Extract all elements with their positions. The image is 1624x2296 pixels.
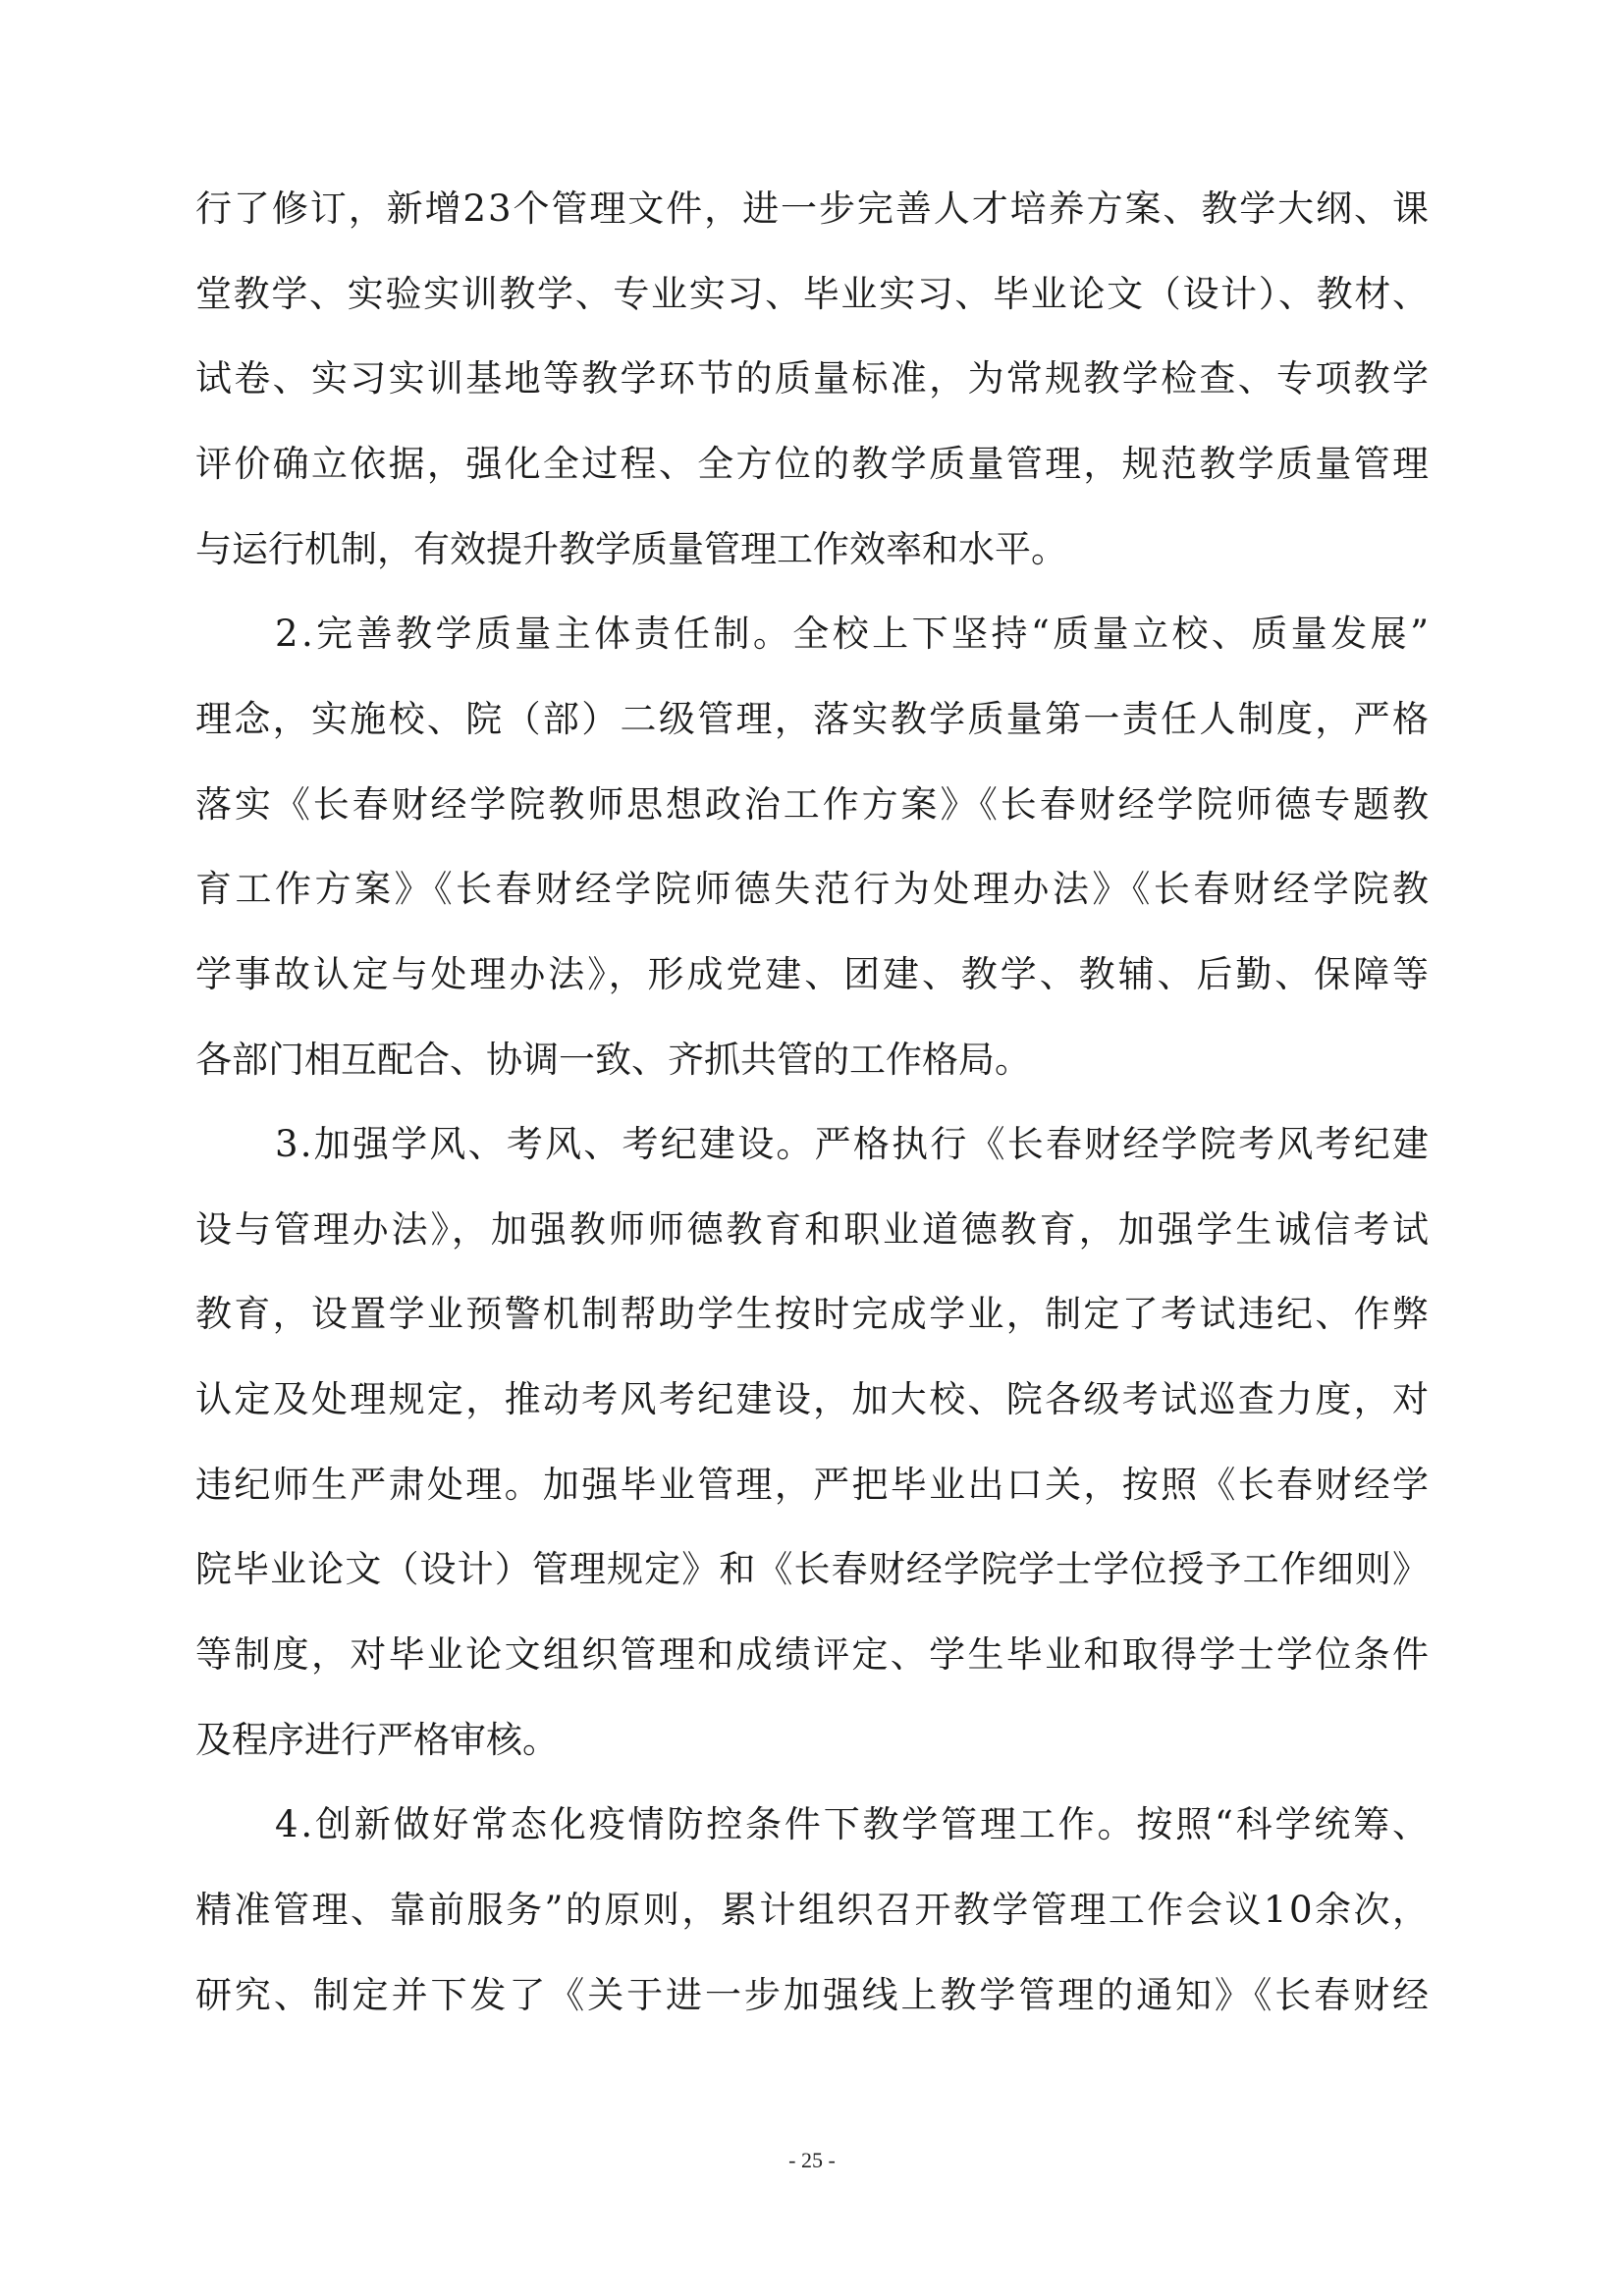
- text-line: [0, 1456, 1624, 1515]
- text-line: [0, 1626, 1624, 1684]
- text-line-content: 教育，设置学业预警机制帮助学生按时完成学业，制定了考试违纪、作弊: [195, 1293, 1432, 1336]
- text-line-content: 堂教学、实验实训教学、专业实习、毕业实习、毕业论文（设计）、教材、: [195, 272, 1431, 315]
- text-line-content: 试卷、实习实训基地等教学环节的质量标准，为常规教学检查、专项教学: [195, 357, 1432, 400]
- text-line: [0, 1881, 1624, 1940]
- text-line-content: 研究、制定并下发了《关于进一步加强线上教学管理的通知》《长春财经: [195, 1973, 1432, 2016]
- text-line-content: 落实《长春财经学院教师思想政治工作方案》《长春财经学院师德专题教: [195, 782, 1432, 826]
- text-line-content: 违纪师生严肃处理。加强毕业管理，严把毕业出口关，按照《长春财经学: [195, 1463, 1432, 1506]
- text-line: [0, 945, 1624, 1004]
- text-line-content: 行了修订，新增23个管理文件，进一步完善人才培养方案、教学大纲、课: [195, 187, 1431, 230]
- text-line-content: 2.完善教学质量主体责任制。全校上下坚持“质量立校、质量发展”: [275, 613, 1433, 656]
- text-line-content: 认定及处理规定，推动考风考纪建设，加大校、院各级考试巡查力度，对: [195, 1378, 1432, 1421]
- text-line-content: 4.创新做好常态化疫情防控条件下教学管理工作。按照“科学统筹、: [275, 1803, 1432, 1846]
- text-line-content: 设与管理办法》，加强教师师德教育和职业道德教育，加强学生诚信考试: [195, 1207, 1432, 1251]
- text-line: [0, 1370, 1624, 1429]
- text-line: [0, 775, 1624, 834]
- text-line: [0, 860, 1624, 919]
- text-line-content: 等制度，对毕业论文组织管理和成绩评定、学生毕业和取得学士学位条件: [195, 1633, 1432, 1677]
- text-line: [0, 1966, 1624, 2025]
- text-line: [0, 1201, 1624, 1259]
- text-line: [0, 520, 1624, 579]
- text-line-content: 3.加强学风、考风、考纪建设。严格执行《长春财经学院考风考纪建: [275, 1123, 1432, 1166]
- text-line: [0, 435, 1624, 494]
- text-line: [0, 605, 1624, 664]
- text-line-content: 评价确立依据，强化全过程、全方位的教学质量管理，规范教学质量管理: [195, 442, 1432, 485]
- text-line-content: 育工作方案》《长春财经学院师德失范行为处理办法》《长春财经学院教: [195, 868, 1433, 911]
- text-line: [0, 1711, 1624, 1770]
- text-line: [0, 180, 1624, 239]
- text-line-content: 与运行机制，有效提升教学质量管理工作效率和水平。: [195, 527, 1067, 570]
- text-line: [0, 690, 1624, 749]
- text-line-content: 各部门相互配合、协调一致、齐抓共管的工作格局。: [195, 1038, 1031, 1081]
- text-line-content: 理念，实施校、院（部）二级管理，落实教学质量第一责任人制度，严格: [195, 697, 1432, 740]
- text-line: [0, 1795, 1624, 1854]
- text-line: [0, 1115, 1624, 1174]
- text-line: [0, 265, 1624, 324]
- text-line-content: 及程序进行严格审核。: [195, 1718, 559, 1761]
- text-line-content: 院毕业论文（设计）管理规定》和《长春财经学院学士学位授予工作细则》: [195, 1548, 1431, 1591]
- text-line: [0, 349, 1624, 408]
- text-line: [0, 1285, 1624, 1344]
- text-line-content: 学事故认定与处理办法》，形成党建、团建、教学、教辅、后勤、保障等: [195, 952, 1432, 995]
- text-line: [0, 1540, 1624, 1599]
- text-line-content: 精准管理、靠前服务”的原则，累计组织召开教学管理工作会议10余次，: [195, 1889, 1432, 1931]
- page-number: - 25 -: [788, 2148, 836, 2172]
- text-line: [0, 1031, 1624, 1090]
